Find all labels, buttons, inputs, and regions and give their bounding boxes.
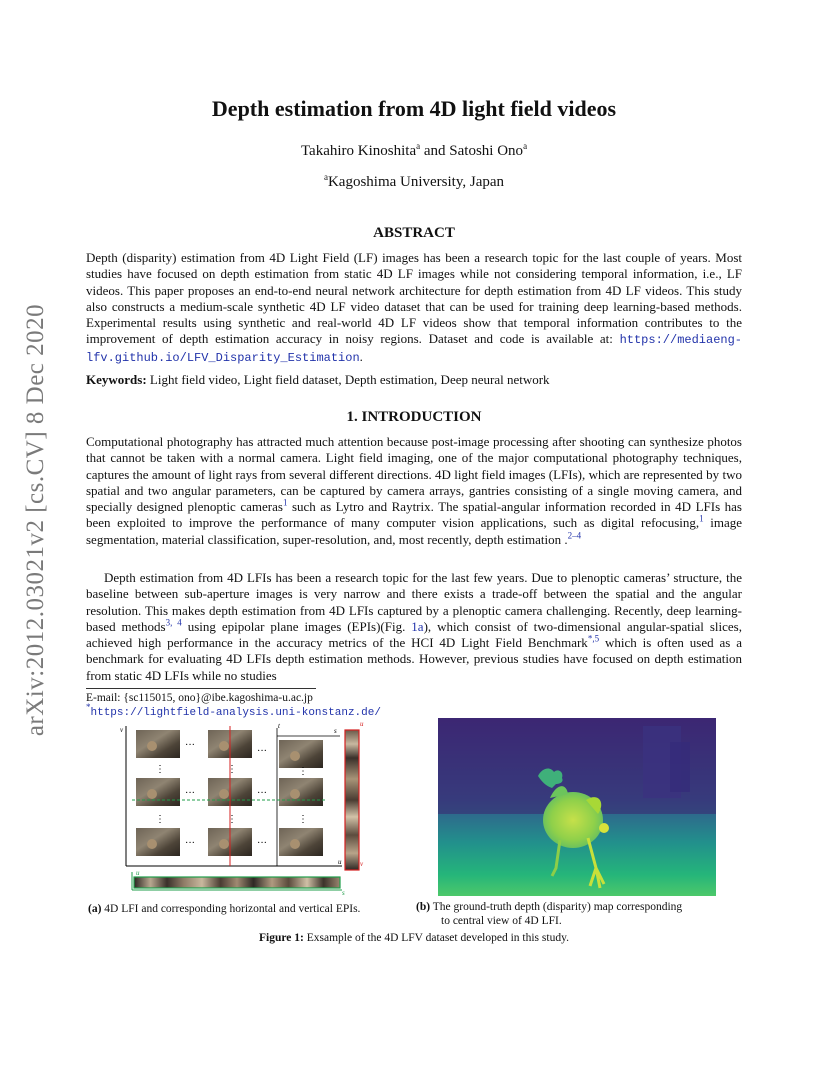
paper-title: Depth estimation from 4D light field videos (211, 96, 617, 121)
intro-p2-text-d: which is often used as a benchmark for evaluating 4D LFIs depth estimation methods. However, previous studies have focused on depth estimation from static 4D LFIs while no studies (86, 635, 742, 683)
v-dots-4: ⋮ (155, 814, 165, 825)
author-line (86, 143, 742, 160)
citation-1b[interactable]: 1 (699, 514, 704, 525)
figure-1-caption (86, 931, 742, 945)
dataset-link[interactable]: https://mediaeng-lfv.github.io/LFV_Disparity_Estimation (86, 333, 742, 365)
author-2: Satoshi Ono (449, 143, 524, 159)
vertical-epi (345, 720, 364, 870)
benchmark-link[interactable]: https://lightfield-analysis.uni-konstanz.de/ (90, 707, 381, 719)
citation-5[interactable]: *,5 (587, 633, 600, 644)
h-epi-axis-s: s (342, 889, 345, 896)
v-dots-6: ⋮ (298, 814, 308, 825)
axis-label-v: v (120, 726, 124, 734)
caption-1a-label: (a) (88, 903, 102, 915)
v-epi-axis-u: u (360, 720, 364, 728)
h-dots-3: ··· (185, 788, 195, 799)
axis-label-s: s (334, 727, 337, 735)
caption-1b-label: (b) (416, 901, 431, 913)
intro-p1-text-a: Computational photography has attracted much attention because post-image processing after shooting can synthesize photos that cannot be taken with a normal camera. Light field imaging, one of the major computational photography techniques, captures the amount of light rays from several different directions. 4D light field images (LFIs), which are represented by two spatial and two angular parameters, can be captured by camera arrays, gantries consisting of a single moving camera, and specially designed plenoptic cameras (86, 434, 742, 515)
intro-p1-text-c: image segmentation, material classification, super-resolution, and, most recently, depth estimation . (86, 515, 743, 547)
v-epi-axis-v: v (360, 860, 364, 868)
abstract-body: Depth (disparity) estimation from 4D Light Field (LF) images has been a research topic for the last couple of years. Most studies have focused on depth estimation from static 4D LF images while not considering temporal information, i.e., LF videos. This paper proposes an end-to-end neural network architecture for depth estimation from 4D LF videos. This study also constructs a medium-scale synthetic 4D LF video dataset that can be used for training deep learning-based methods. Experimental results using synthetic and real-world 4D LF videos show that temporal information contributes to the improvement of depth estimation accuracy in noisy regions. Dataset and code is available at: (86, 250, 742, 347)
intro-heading: 1. INTRODUCTION (346, 409, 482, 425)
arxiv-stamp-text: arXiv:2012.03021v2 [cs.CV] 8 Dec 2020 (22, 303, 50, 737)
citation-3-4[interactable]: 3, 4 (165, 617, 182, 628)
intro-p2-text-b: using epipolar plane images (EPIs)(Fig. (181, 618, 412, 634)
h-dots-6: ··· (257, 838, 267, 849)
affiliation-name: Kagoshima University, Japan (327, 174, 505, 190)
citation-1[interactable]: 1 (282, 497, 288, 508)
caption-1a (88, 902, 360, 916)
abstract-end: . (359, 348, 363, 364)
affiliation (86, 174, 742, 191)
caption-1a-text: 4D LFI and corresponding horizontal and vertical EPIs. (101, 903, 361, 915)
figure-ref-1a[interactable]: 1a (411, 618, 424, 634)
intro-p2-text-a: Depth estimation from 4D LFIs has been a research topic for the last few years. Due to plenoptic cameras’ structure, the baseline between sub-aperture images is very narrow and there exists a trade-off between the spatial and the angular resolution. This makes depth estimation from 4D LFIs captured by a plenoptic camera challenging. Recently, deep learning-based methods (86, 570, 742, 634)
keywords (86, 372, 742, 388)
footnote-rule (86, 688, 316, 689)
v-dots-5: ⋮ (227, 814, 237, 825)
figure-1b-depth-map (438, 718, 716, 896)
axis-label-u: u (338, 858, 342, 866)
caption-1b-line-2: to central view of 4D LFI. (441, 915, 562, 927)
author-1-affil-mark: a (416, 141, 421, 151)
keywords-text: Light field video, Light field dataset, Depth estimation, Deep neural network (146, 372, 550, 387)
citation-2-4[interactable]: 2–4 (567, 530, 582, 541)
h-dots-2: ··· (257, 746, 267, 757)
v-dots-3: ⋮ (298, 766, 308, 777)
horizontal-epi (132, 869, 345, 896)
intro-paragraph-2 (86, 570, 742, 684)
footnote-email: E-mail: {sc115015, ono}@ibe.kagoshima-u.ac.jp (86, 692, 313, 704)
footnote-star: * (86, 702, 91, 713)
author-and: and (420, 143, 450, 159)
h-epi-axis-u: u (136, 869, 140, 877)
h-dots-1: ··· (185, 740, 195, 751)
figure-1-label: Figure 1: (259, 932, 304, 944)
h-dots-5: ··· (185, 838, 195, 849)
abstract-heading: ABSTRACT (373, 225, 455, 241)
abstract-text (86, 250, 742, 366)
author-1: Takahiro Kinoshita (300, 143, 417, 159)
figure-1a-lfi-grid (112, 718, 368, 896)
figure-1-text: Exsample of the 4D LFV dataset developed in this study. (303, 932, 569, 944)
v-dots-1: ⋮ (155, 764, 165, 775)
axis-label-t: t (278, 722, 280, 730)
caption-1b (416, 900, 682, 914)
arxiv-stamp (18, 290, 54, 750)
v-dots-2: ⋮ (227, 764, 237, 775)
h-dots-4: ··· (257, 788, 267, 799)
caption-1b-text-1: The ground-truth depth (disparity) map corresponding (430, 901, 683, 913)
author-2-affil-mark: a (523, 141, 528, 151)
intro-paragraph-1 (86, 434, 742, 548)
intro-p2-text-c: ), which consist of two-dimensional angular-spatial slices, achieved high performance in the accuracy metrics of the HCI 4D Light Field Benchmark (86, 618, 742, 651)
affiliation-mark: a (323, 172, 328, 182)
intro-p1-text-b: such as Lytro and Raytrix. The spatial-angular information recorded in 4D LFIs has been exploited to improve the performance of many computer vision applications, such as digital refocusing, (86, 499, 742, 531)
keywords-label: Keywords: (86, 372, 147, 387)
